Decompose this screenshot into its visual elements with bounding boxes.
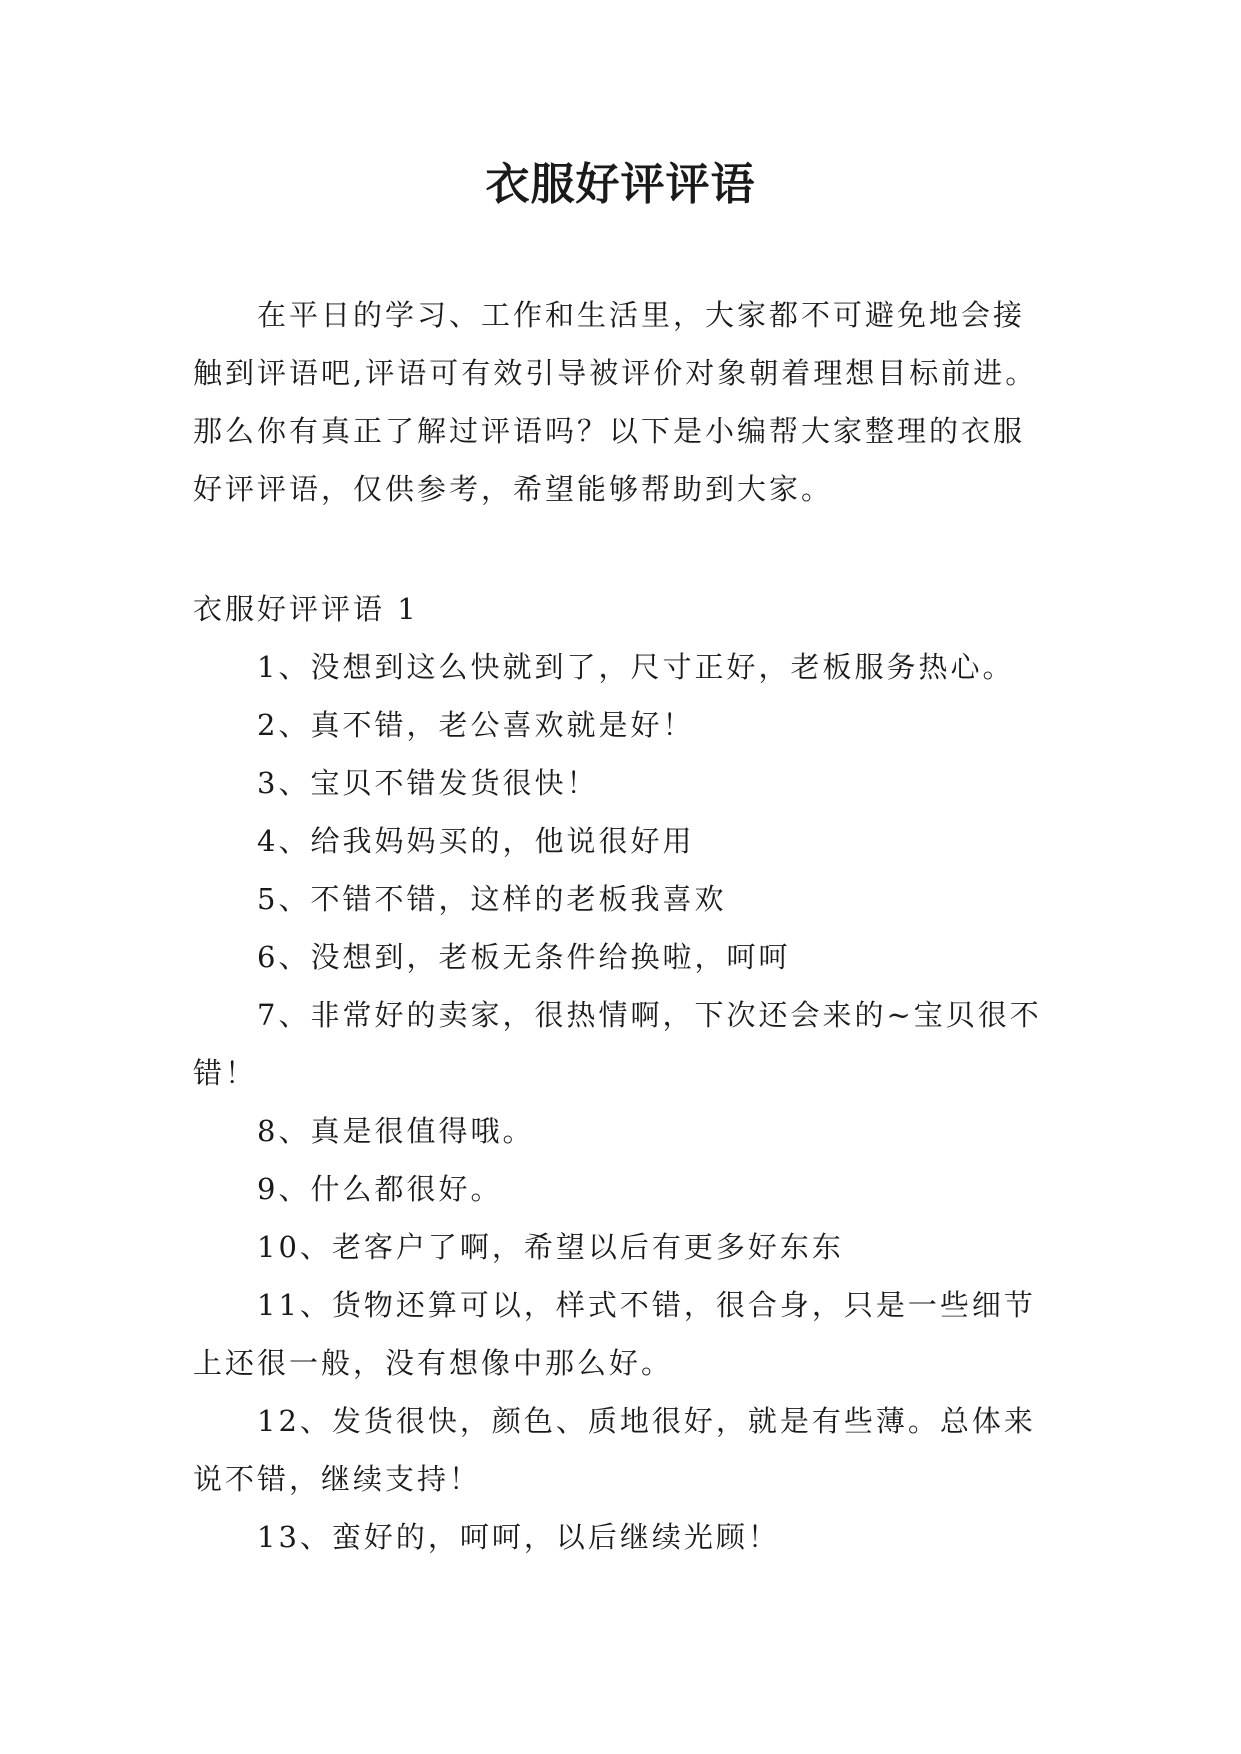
list-item: 13、蛮好的，呵呵，以后继续光顾！	[257, 1520, 780, 1554]
review-list	[193, 638, 1053, 1566]
section-heading: 衣服好评评语 1	[193, 592, 419, 626]
list-item: 12、发货很快，颜色、质地很好，就是有些薄。总体来说不错，继续支持！	[193, 1404, 1036, 1496]
list-item: 7、非常好的卖家，很热情啊，下次还会来的~宝贝很不错！	[193, 998, 1042, 1090]
list-item: 10、老客户了啊，希望以后有更多好东东	[257, 1230, 844, 1264]
list-item: 9、什么都很好。	[257, 1172, 503, 1206]
page-title: 衣服好评评语	[485, 159, 756, 210]
list-item: 3、宝贝不错发货很快！	[257, 766, 599, 800]
list-item: 1、没想到这么快就到了，尺寸正好，老板服务热心。	[257, 650, 1015, 684]
list-item: 8、真是很值得哦。	[257, 1114, 535, 1148]
intro-paragraph: 在平日的学习、工作和生活里，大家都不可避免地会接触到评语吧,评语可有效引导被评价对象朝着理想目标前进。那么你有真正了解过评语吗？以下是小编帮大家整理的衣服好评评语，仅供参考，希望能够帮助到大家。	[193, 298, 1038, 506]
list-item: 4、给我妈妈买的，他说很好用	[257, 824, 695, 858]
list-item: 11、货物还算可以，样式不错，很合身，只是一些细节上还很一般，没有想像中那么好。	[193, 1288, 1036, 1380]
list-item: 2、真不错，老公喜欢就是好！	[257, 708, 695, 742]
list-item: 5、不错不错，这样的老板我喜欢	[257, 882, 727, 916]
list-item: 6、没想到，老板无条件给换啦，呵呵	[257, 940, 791, 974]
